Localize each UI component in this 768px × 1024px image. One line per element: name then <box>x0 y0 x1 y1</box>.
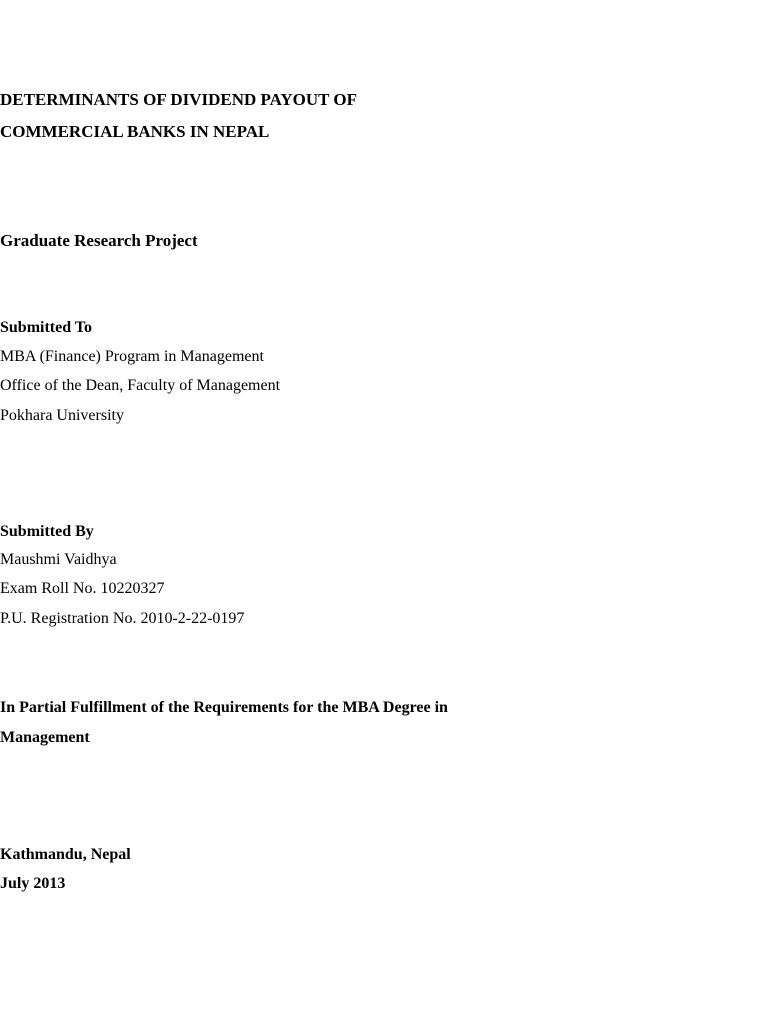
document-title-line-1: DETERMINANTS OF DIVIDEND PAYOUT OF <box>0 90 358 109</box>
submission-date: July 2013 <box>0 875 66 892</box>
submitted-to-program: MBA (Finance) Program in Management <box>0 348 264 365</box>
submitted-to-office: Office of the Dean, Faculty of Management <box>0 377 281 394</box>
submitted-to-university: Pokhara University <box>0 407 124 424</box>
submitted-to-heading: Submitted To <box>0 319 93 336</box>
author-name: Maushmi Vaidhya <box>0 551 117 568</box>
fulfillment-statement-line-1: In Partial Fulfillment of the Requirements for the MBA Degree in <box>0 699 448 716</box>
fulfillment-statement-line-2: Management <box>0 729 90 746</box>
exam-roll-number: Exam Roll No. 10220327 <box>0 580 165 597</box>
document-title-line-2: COMMERCIAL BANKS IN NEPAL <box>0 122 270 141</box>
place: Kathmandu, Nepal <box>0 846 131 863</box>
submitted-by-heading: Submitted By <box>0 523 94 540</box>
registration-number: P.U. Registration No. 2010-2-22-0197 <box>0 610 245 627</box>
project-type: Graduate Research Project <box>0 231 198 250</box>
